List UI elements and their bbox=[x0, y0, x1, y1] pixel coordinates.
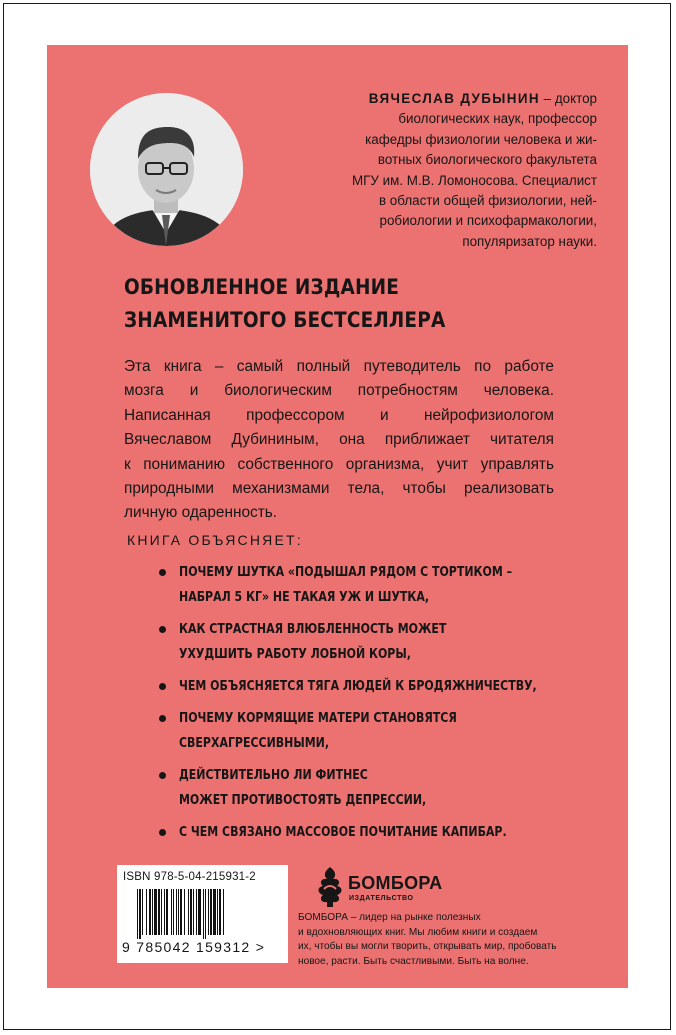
description-line: природными механизмами тела, чтобы реализовать bbox=[124, 480, 554, 498]
author-bio-line: вотных биологического факультета bbox=[377, 152, 597, 168]
list-item bbox=[159, 560, 579, 610]
headline-line: ОБНОВЛЕННОЕ ИЗДАНИЕ bbox=[124, 275, 400, 300]
description-line: мозга и биологическим потребностям человека. bbox=[124, 382, 554, 400]
author-bio-line: МГУ им. М.В. Ломоносова. Специалист bbox=[352, 172, 597, 188]
description-line: Вячеславом Дубининым, она приближает читателя bbox=[124, 431, 554, 449]
list-item-line: ПОЧЕМУ КОРМЯЩИЕ МАТЕРИ СТАНОВЯТСЯ bbox=[179, 711, 457, 726]
headline bbox=[124, 271, 520, 337]
author-bio-line: робиологии и психофармакологии, bbox=[379, 213, 597, 229]
bullet-icon bbox=[159, 683, 166, 690]
list-item bbox=[159, 706, 579, 756]
explains-heading: КНИГА ОБЪЯСНЯЕТ: bbox=[127, 532, 303, 548]
publisher-name: БОМБОРА bbox=[348, 873, 443, 893]
bullet-icon bbox=[159, 829, 166, 836]
description-line: к пониманию собственного организма, учит управлять bbox=[124, 455, 554, 473]
publisher-about-line: новое, расти. Быть счастливыми. Быть на волне. bbox=[298, 955, 529, 967]
list-item-line: МОЖЕТ ПРОТИВОСТОЯТЬ ДЕПРЕССИИ, bbox=[179, 793, 427, 808]
description-line: личную одаренность. bbox=[124, 504, 278, 522]
list-item-line: НАБРАЛ 5 КГ» НЕ ТАКАЯ УЖ И ШУТКА, bbox=[179, 590, 430, 605]
publisher-about bbox=[298, 911, 588, 969]
bullet-icon bbox=[159, 772, 166, 779]
author-bio bbox=[277, 89, 597, 252]
barcode-bars bbox=[137, 889, 275, 939]
list-item-line: КАК СТРАСТНАЯ ВЛЮБЛЕННОСТЬ МОЖЕТ bbox=[179, 622, 447, 637]
bombora-logo-icon bbox=[315, 865, 345, 909]
author-bio-line: биологических наук, профессор bbox=[398, 111, 597, 127]
list-item-line: С ЧЕМ СВЯЗАНО МАССОВОЕ ПОЧИТАНИЕ КАПИБАР. bbox=[179, 825, 507, 840]
author-name: ВЯЧЕСЛАВ ДУБЫНИН bbox=[368, 91, 540, 106]
list-item-line: УХУДШИТЬ РАБОТУ ЛОБНОЙ КОРЫ, bbox=[179, 647, 411, 662]
list-item-line: ДЕЙСТВИТЕЛЬНО ЛИ ФИТНЕС bbox=[179, 768, 368, 783]
publisher-about-line: их, чтобы вы могли творить, открывать мир, пробовать bbox=[298, 941, 557, 953]
publisher-logo bbox=[315, 865, 443, 914]
bullet-icon bbox=[159, 569, 166, 576]
author-bio-line bbox=[277, 89, 597, 109]
description-line: Эта книга – самый полный путеводитель по работе bbox=[124, 358, 554, 375]
author-bio-text: – доктор bbox=[539, 91, 597, 106]
bullet-icon bbox=[159, 715, 166, 722]
barcode bbox=[117, 865, 288, 963]
explains-list bbox=[159, 560, 579, 852]
author-bio-line: кафедры физиологии человека и жи- bbox=[365, 131, 597, 147]
barcode-digits: 9 785042 159312 > bbox=[122, 939, 266, 955]
list-item bbox=[159, 617, 579, 667]
book-back-cover bbox=[47, 45, 628, 988]
list-item-line: ЧЕМ ОБЪЯСНЯЕТСЯ ТЯГА ЛЮДЕЙ К БРОДЯЖНИЧЕСТВУ, bbox=[179, 679, 537, 694]
bullet-icon bbox=[159, 626, 166, 633]
list-item bbox=[159, 763, 579, 813]
publisher-subtitle: ИЗДАТЕЛЬСТВО bbox=[349, 895, 414, 902]
author-bio-line: в области общей физиологии, ней- bbox=[378, 193, 597, 209]
description-line: Написанная профессором и нейрофизиологом bbox=[124, 406, 554, 424]
list-item-line: СВЕРХАГРЕССИВНЫМИ, bbox=[179, 736, 330, 751]
headline-line: ЗНАМЕНИТОГО БЕСТСЕЛЛЕРА bbox=[124, 308, 446, 333]
list-item-line: ПОЧЕМУ ШУТКА «ПОДЫШАЛ РЯДОМ С ТОРТИКОМ – bbox=[179, 565, 513, 580]
list-item bbox=[159, 820, 579, 845]
author-bio-line: популяризатор науки. bbox=[462, 233, 597, 249]
book-description bbox=[124, 355, 554, 526]
author-portrait-icon bbox=[90, 93, 243, 246]
publisher-about-line: БОМБОРА – лидер на рынке полезных bbox=[298, 912, 481, 923]
isbn-text: ISBN 978-5-04-215931-2 bbox=[123, 871, 256, 883]
publisher-about-line: и вдохновляющих книг. Мы любим книги и создаем bbox=[298, 926, 538, 938]
list-item bbox=[159, 674, 579, 699]
